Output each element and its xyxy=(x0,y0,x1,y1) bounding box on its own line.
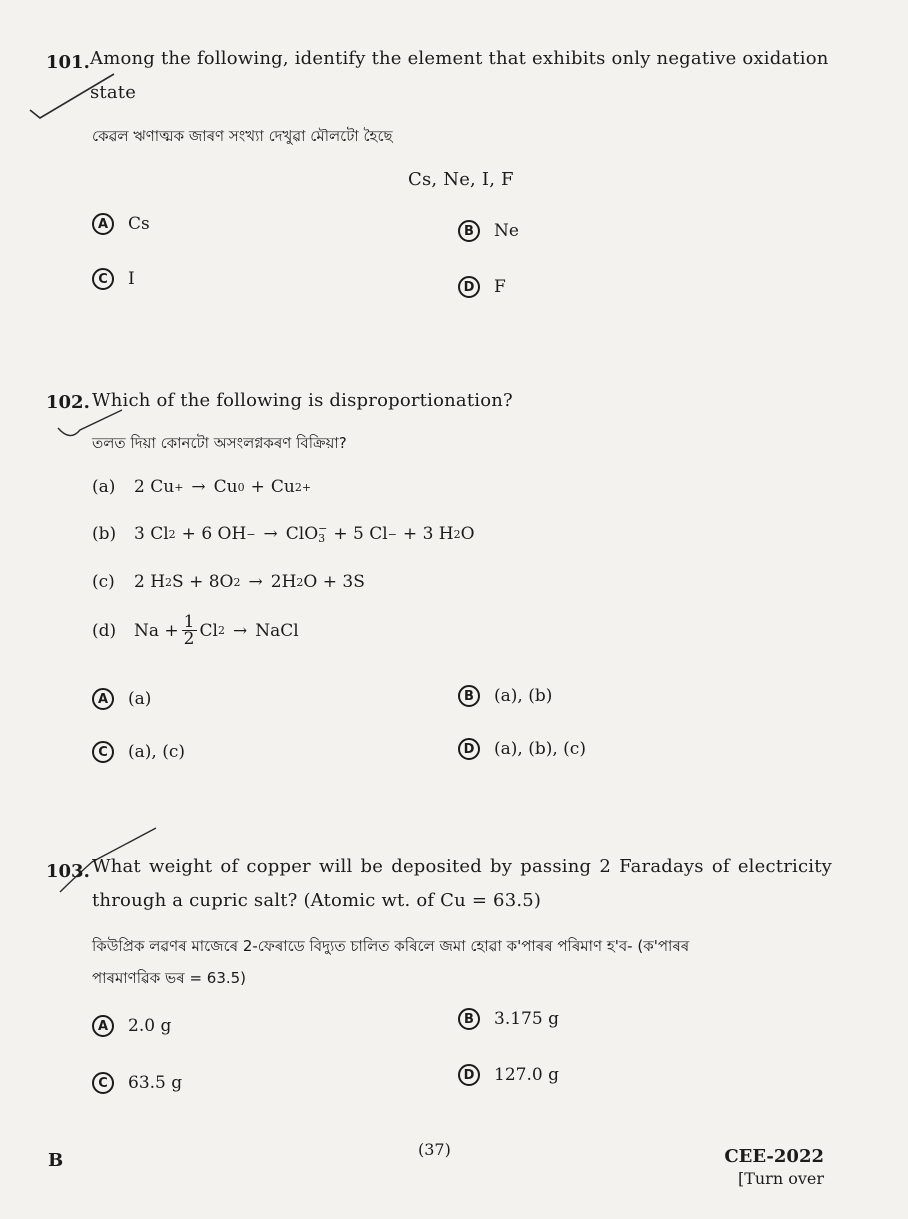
equation-d xyxy=(92,614,299,647)
question-number-103: 103. xyxy=(46,861,90,882)
option-102-b[interactable] xyxy=(458,685,552,707)
option-103-c[interactable] xyxy=(92,1072,182,1094)
question-103-assamese-line1: কিউপ্রিক লৱণৰ মাজেৰে 2-ফেৰাডে বিদ্যুত চালিত কৰিলে জমা হোৱা ক'পাৰৰ পৰিমাণ হ'ব- (ক'পাৰৰ xyxy=(92,937,690,955)
option-text: F xyxy=(494,277,506,297)
option-letter-b: B xyxy=(458,685,480,707)
question-text-101 xyxy=(90,42,860,110)
option-101-b[interactable] xyxy=(458,220,519,242)
eq-superscript: − xyxy=(246,527,256,541)
option-letter-a: A xyxy=(92,213,114,235)
eq-term: 2 H xyxy=(134,572,166,592)
question-number-102: 102. xyxy=(46,392,90,413)
option-text: (a), (b), (c) xyxy=(494,739,586,759)
turn-over-note: [Turn over xyxy=(737,1169,824,1188)
eq-term: O xyxy=(460,524,475,544)
option-text: Ne xyxy=(494,221,519,241)
eq-term: + 6 OH xyxy=(181,524,247,544)
option-letter-a: A xyxy=(92,688,114,710)
equation-c xyxy=(92,572,365,592)
question-103-line2: through a cupric salt? (Atomic wt. of Cu = 63.5) xyxy=(92,890,542,911)
question-101-element-list: Cs, Ne, I, F xyxy=(408,169,514,190)
eq-subscript: 2 xyxy=(168,527,176,541)
question-text-103 xyxy=(92,850,832,918)
eq-superscript: + xyxy=(174,480,184,494)
eq-term: 3 Cl xyxy=(134,524,169,544)
eq-term: 2H xyxy=(270,572,297,592)
exam-code-block xyxy=(720,1146,824,1190)
exam-code: CEE-2022 xyxy=(724,1146,824,1167)
eq-subscript: 2 xyxy=(296,575,304,589)
eq-term: NaCl xyxy=(255,620,299,641)
eq-term: ClO xyxy=(285,524,319,544)
eq-term: + 3 H xyxy=(402,524,454,544)
eq-subscript: 2 xyxy=(233,575,241,589)
eq-subscript: 2 xyxy=(453,527,461,541)
reaction-arrow: → xyxy=(232,620,248,641)
eq-term: Na + xyxy=(134,620,179,641)
fraction-denominator: 2 xyxy=(183,629,195,649)
option-101-d[interactable] xyxy=(458,276,506,298)
fraction xyxy=(182,614,197,647)
option-letter-b: B xyxy=(458,220,480,242)
option-103-b[interactable] xyxy=(458,1008,559,1030)
question-text-102: Which of the following is disproportionation? xyxy=(92,390,513,411)
question-103-line1: What weight of copper will be deposited by passing 2 Faradays of electricity xyxy=(92,856,832,877)
fraction-numerator: 1 xyxy=(183,612,195,632)
reaction-arrow: → xyxy=(263,524,278,544)
option-letter-d: D xyxy=(458,276,480,298)
page-number: (37) xyxy=(418,1140,451,1159)
eq-term: O + 3S xyxy=(303,572,365,592)
equation-label: (c) xyxy=(92,572,115,592)
option-letter-c: C xyxy=(92,741,114,763)
option-103-d[interactable] xyxy=(458,1064,559,1086)
eq-term: Cu xyxy=(270,477,295,497)
option-102-c[interactable] xyxy=(92,741,185,763)
question-103-assamese xyxy=(92,930,832,994)
option-text: Cs xyxy=(128,214,150,234)
equation-a xyxy=(92,477,311,497)
option-letter-d: D xyxy=(458,738,480,760)
option-102-a[interactable] xyxy=(92,688,151,710)
eq-superscript: − xyxy=(318,522,328,535)
option-102-d[interactable] xyxy=(458,738,586,760)
eq-operator: + xyxy=(250,477,265,497)
option-text: 3.175 g xyxy=(494,1009,559,1029)
option-text: 63.5 g xyxy=(128,1073,183,1093)
eq-term: S + 8O xyxy=(172,572,234,592)
reaction-arrow: → xyxy=(248,572,263,592)
option-letter-a: A xyxy=(92,1015,114,1037)
eq-superscript: 0 xyxy=(237,480,245,494)
option-text: (a) xyxy=(128,689,152,709)
equation-b xyxy=(92,524,475,544)
option-letter-c: C xyxy=(92,268,114,290)
option-letter-d: D xyxy=(458,1064,480,1086)
option-101-a[interactable] xyxy=(92,213,150,235)
option-text: 127.0 g xyxy=(494,1065,559,1085)
eq-term: Cl xyxy=(199,620,218,641)
eq-term: + 5 Cl xyxy=(333,524,388,544)
equation-label: (d) xyxy=(92,620,117,641)
equation-label: (a) xyxy=(92,477,116,497)
question-103-assamese-line2: পাৰমাণৱিক ভৰ = 63.5) xyxy=(92,969,247,987)
reaction-arrow: → xyxy=(191,477,206,497)
eq-superscript: 2+ xyxy=(294,480,312,494)
option-text: (a), (b) xyxy=(494,686,553,706)
question-number-101: 101. xyxy=(46,52,90,73)
eq-superscript: − xyxy=(387,527,397,541)
question-102-assamese: তলত দিয়া কোনটো অসংলগ্নকৰণ বিক্রিয়া? xyxy=(92,434,347,452)
option-text: (a), (c) xyxy=(128,742,185,762)
eq-term: 2 Cu xyxy=(134,477,175,497)
eq-subscript: 3 xyxy=(318,532,326,545)
question-101-line1: Among the following, identify the element that exhibits only negative oxidation xyxy=(90,48,829,69)
question-101-assamese: কেৱল ঋণাত্মক জাৰণ সংখ্যা দেখুৱা মৌলটো হৈছে xyxy=(92,127,393,145)
option-103-a[interactable] xyxy=(92,1015,171,1037)
question-101-line2: state xyxy=(90,82,137,103)
option-text: I xyxy=(128,269,135,289)
option-letter-b: B xyxy=(458,1008,480,1030)
eq-term: Cu xyxy=(213,477,238,497)
booklet-series: B xyxy=(48,1150,64,1171)
option-101-c[interactable] xyxy=(92,268,135,290)
eq-subscript: 2 xyxy=(165,575,173,589)
equation-label: (b) xyxy=(92,524,117,544)
option-text: 2.0 g xyxy=(128,1016,172,1036)
eq-subscript: 2 xyxy=(217,624,225,637)
option-letter-c: C xyxy=(92,1072,114,1094)
